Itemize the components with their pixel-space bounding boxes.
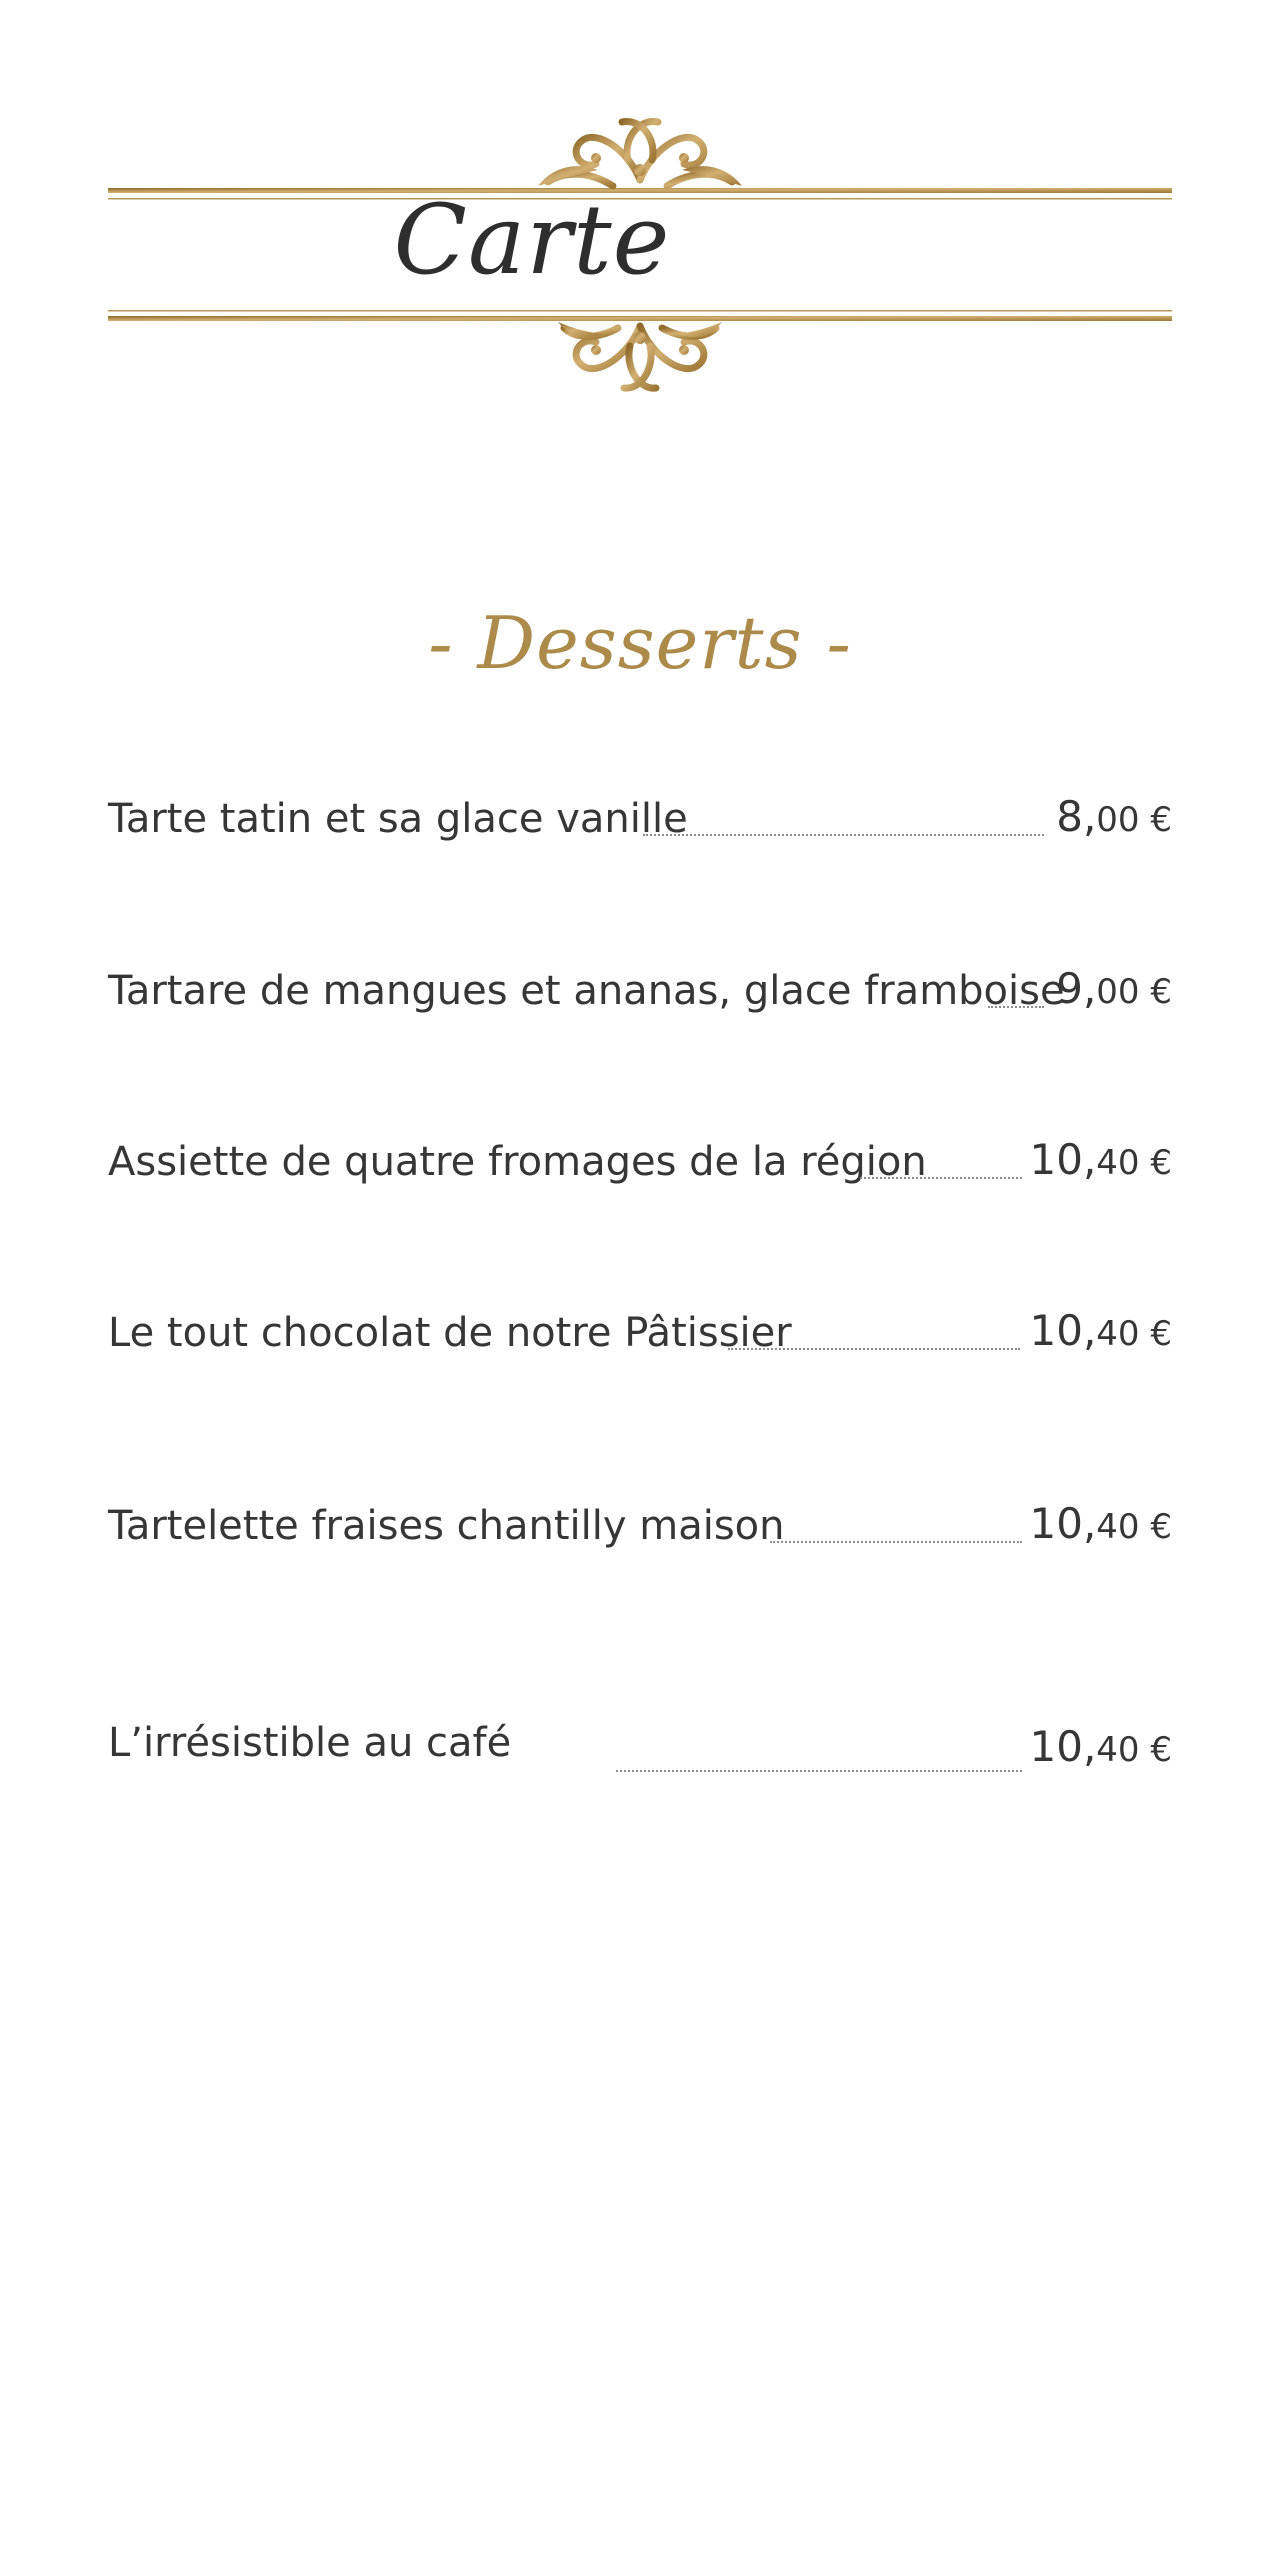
menu-item-name: L’irrésistible au café (108, 1720, 512, 1766)
menu-item-price: 10,40 € (1029, 1722, 1172, 1771)
menu-item (108, 1712, 1172, 1782)
menu-item-name: Assiette de quatre fromages de la région (108, 1139, 927, 1185)
menu-item-price: 10,40 € (1029, 1135, 1172, 1184)
section-title-desserts: - Desserts - (428, 601, 852, 685)
menu-item (108, 1296, 1172, 1366)
menu-item (108, 1489, 1172, 1559)
menu-item-price: 9,00 € (1056, 964, 1172, 1013)
menu-item (108, 782, 1172, 852)
menu-item-price: 8,00 € (1056, 792, 1172, 841)
menu-title: Carte (393, 184, 671, 296)
dot-leader (770, 1541, 1022, 1543)
dot-leader (988, 1006, 1044, 1008)
menu-item-price: 10,40 € (1029, 1306, 1172, 1355)
menu-item-name: Tartelette fraises chantilly maison (108, 1503, 785, 1549)
menu-item-name: Tarte tatin et sa glace vanille (108, 796, 688, 842)
dot-leader (616, 1770, 1022, 1772)
menu-item-name: Le tout chocolat de notre Pâtissier (108, 1310, 792, 1356)
dot-leader (643, 834, 1044, 836)
menu-item-name: Tartare de mangues et ananas, glace framboise (108, 968, 1065, 1014)
dot-leader (728, 1348, 1020, 1350)
menu-item (108, 1125, 1172, 1195)
menu-item-price: 10,40 € (1029, 1499, 1172, 1548)
menu-item (108, 954, 1172, 1024)
dot-leader (860, 1177, 1022, 1179)
